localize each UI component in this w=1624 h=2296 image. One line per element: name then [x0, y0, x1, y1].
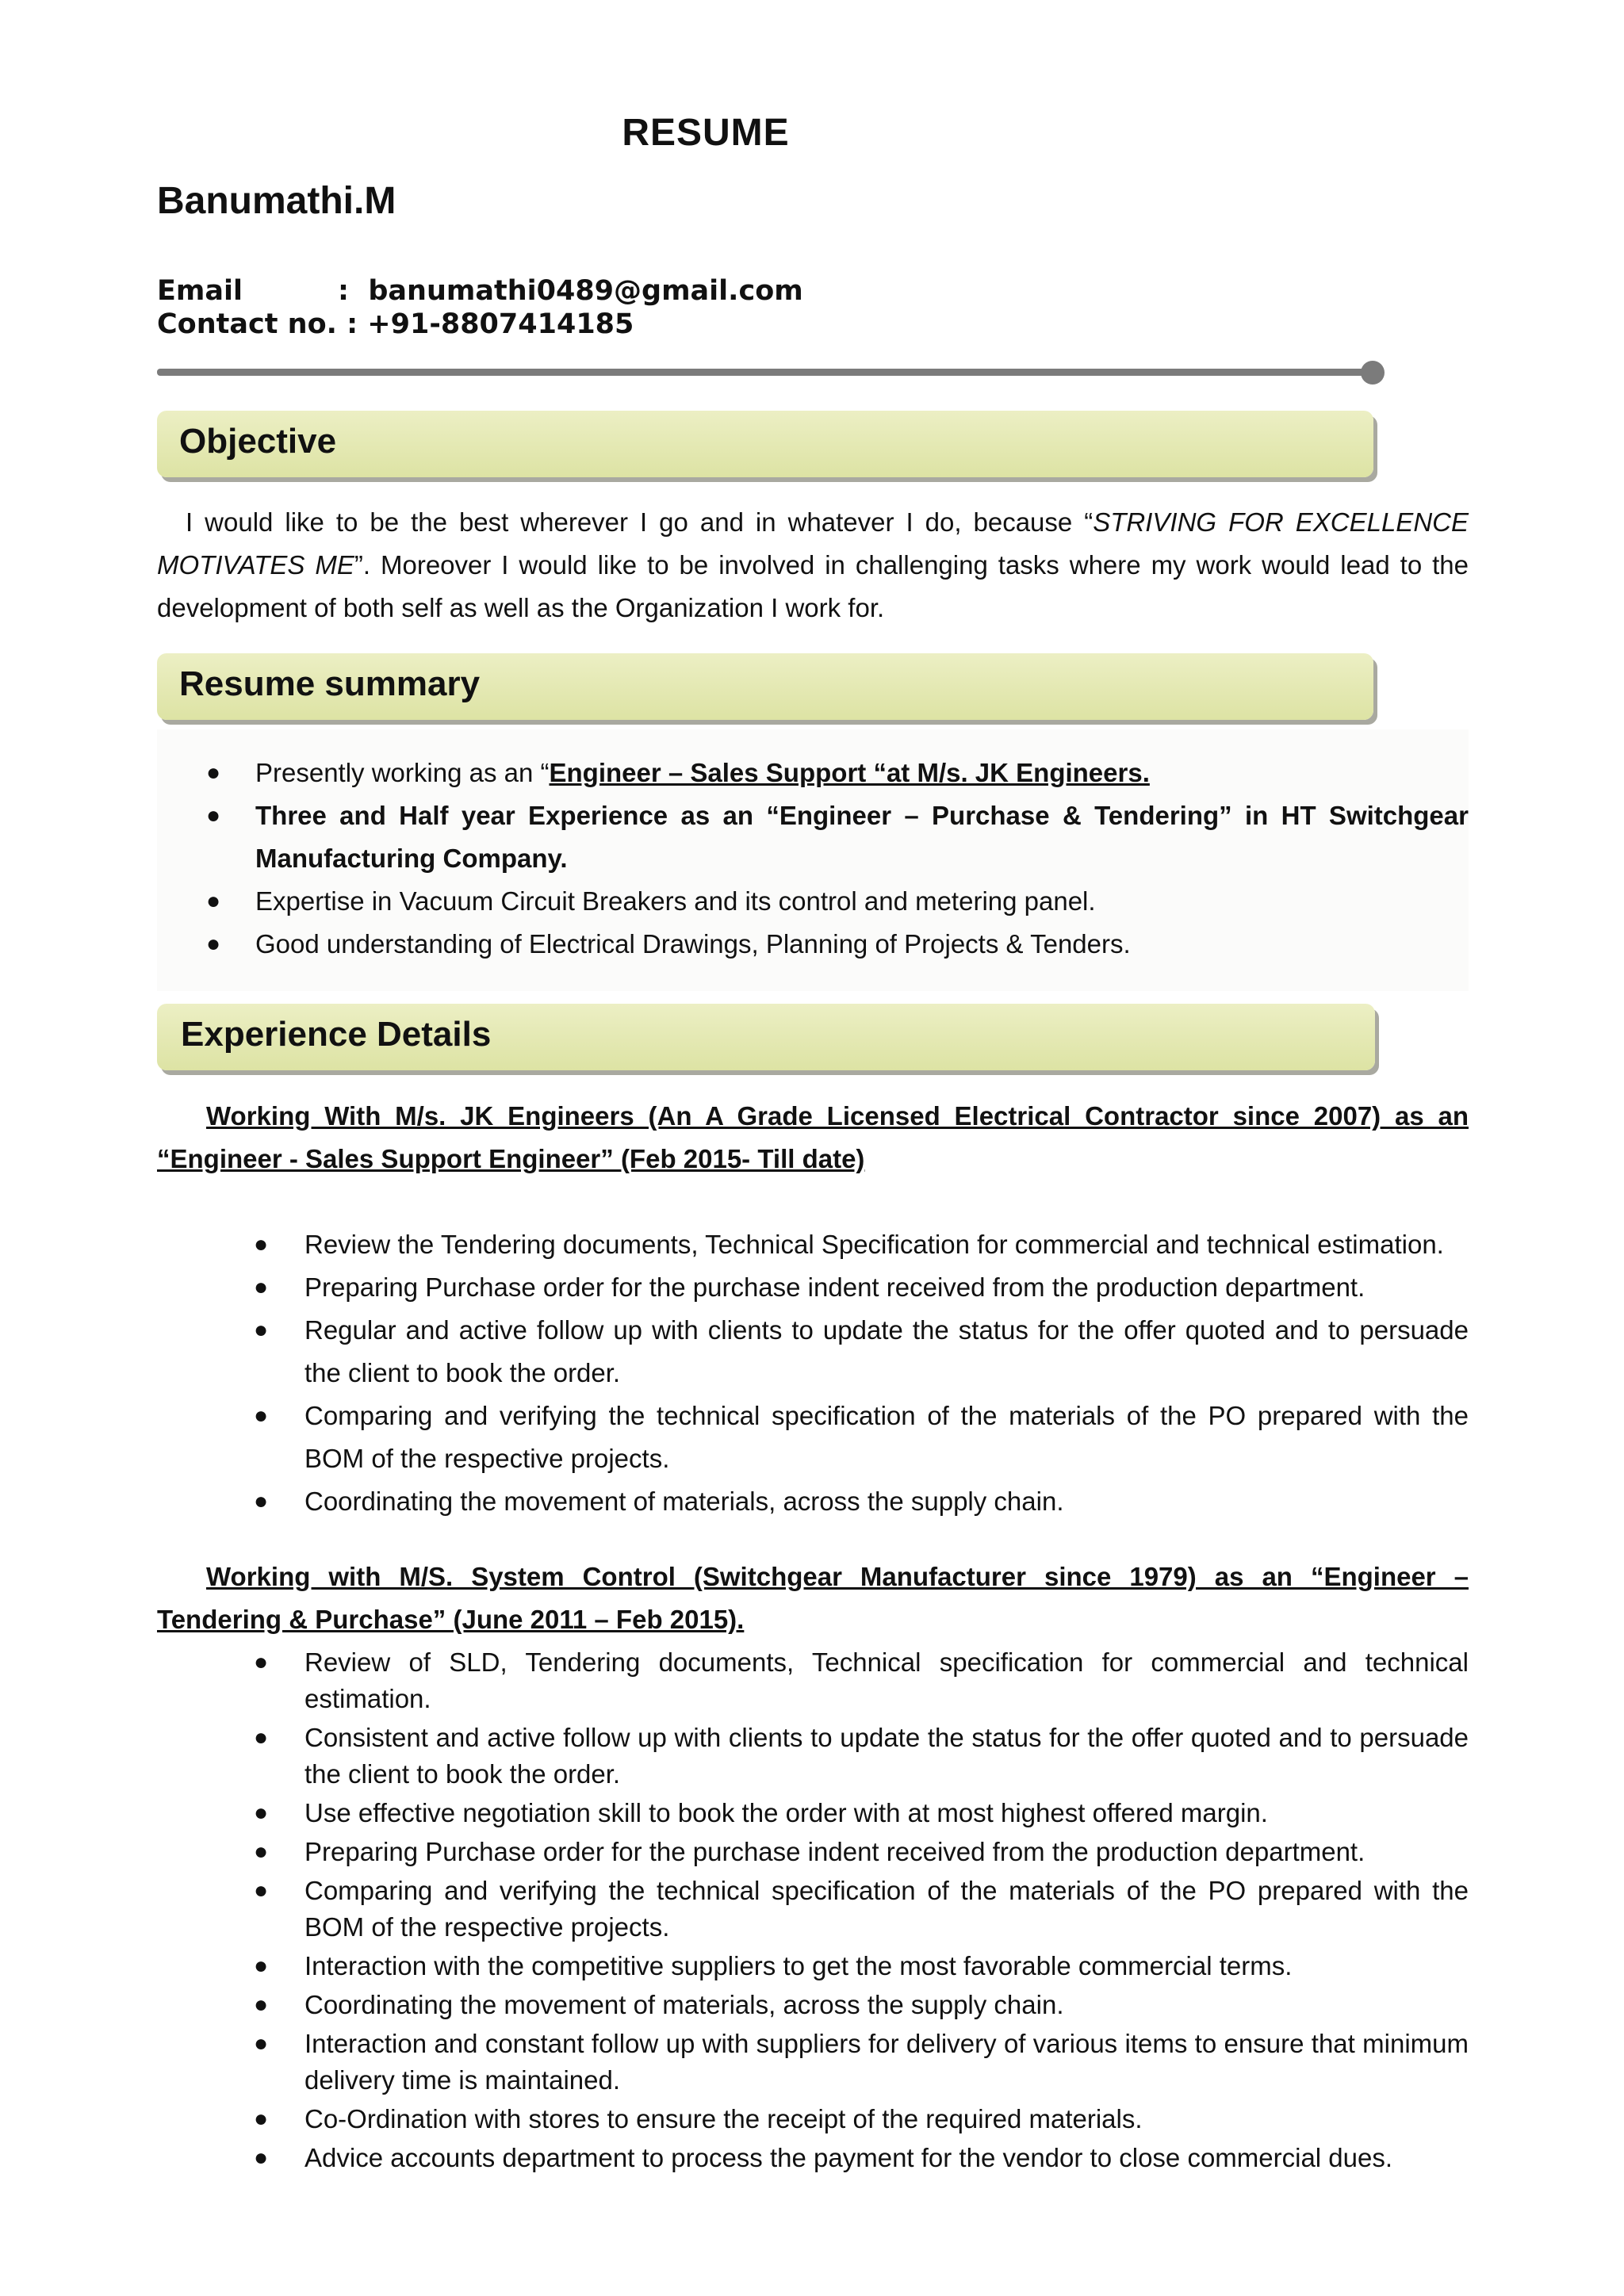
job2-duty-text: Coordinating the movement of materials, across the supply chain.	[304, 1990, 1064, 2019]
bullet-icon: ●	[254, 1402, 269, 1429]
job1-duty-text: Coordinating the movement of materials, across the supply chain.	[304, 1487, 1064, 1516]
job1-duty	[157, 1395, 1469, 1480]
summary-item-emphasis: Engineer – Sales Support “at M/s. JK Engineers.	[549, 758, 1150, 787]
summary-item-text: Good understanding of Electrical Drawings, Planning of Projects & Tenders.	[255, 929, 1131, 959]
objective-text-start: I would like to be the best wherever I go and in whatever I do, because “	[186, 507, 1094, 537]
bullet-icon: ●	[254, 1877, 269, 1904]
summary-item-text: Presently working as an “	[255, 758, 550, 787]
contact-label: Contact no.	[157, 308, 337, 340]
bullet-icon: ●	[254, 2030, 269, 2057]
bullet-icon: ●	[254, 1839, 269, 1865]
job1-duty	[157, 1480, 1469, 1523]
bullet-icon: ●	[254, 1800, 269, 1826]
summary-item	[157, 752, 1469, 794]
job1-duty-text: Preparing Purchase order for the purchase indent received from the production department.	[304, 1272, 1365, 1302]
bullet-icon: ●	[206, 888, 221, 914]
job2-duty-text: Co-Ordination with stores to ensure the receipt of the required materials.	[304, 2104, 1143, 2133]
bullet-icon: ●	[254, 1649, 269, 1675]
objective-text	[157, 501, 1469, 629]
document-title: RESUME	[622, 112, 790, 154]
bullet-icon: ●	[206, 802, 221, 828]
job2-duty-text: Advice accounts department to process the payment for the vendor to close commercial dues.	[304, 2143, 1393, 2172]
contact-separator: :	[347, 308, 358, 340]
bullet-icon: ●	[254, 1953, 269, 1979]
email-label: Email	[157, 275, 243, 307]
job2-duty	[157, 1720, 1469, 1793]
bullet-icon: ●	[254, 1317, 269, 1343]
summary-item	[157, 880, 1469, 923]
experience-section-band	[157, 1004, 1375, 1070]
email-value: banumathi0489@gmail.com	[368, 275, 803, 307]
bullet-icon: ●	[254, 1274, 269, 1300]
job1-duty-text: Review the Tendering documents, Technical Specification for commercial and technical estimation.	[304, 1230, 1444, 1259]
candidate-name: Banumathi.M	[157, 180, 396, 222]
summary-heading: Resume summary	[179, 664, 481, 703]
job2-duty	[157, 1987, 1469, 2023]
contact-block	[157, 274, 803, 341]
bullet-icon: ●	[254, 2106, 269, 2132]
job2-duty	[157, 1644, 1469, 1717]
job2-duty-text: Comparing and verifying the technical specification of the materials of the PO prepared with the BOM of the respective projects.	[304, 1876, 1469, 1942]
job2-duty-text: Review of SLD, Tendering documents, Technical specification for commercial and technical estimation.	[304, 1647, 1469, 1713]
summary-section-band	[157, 653, 1373, 720]
job2-duty	[157, 1873, 1469, 1946]
objective-text-end: ”. Moreover I would like to be involved in challenging tasks where my work would lead to the development of both self as well as the Organization I work for.	[157, 550, 1469, 622]
job1-duty	[157, 1266, 1469, 1309]
job2-duty-text: Consistent and active follow up with clients to update the status for the offer quoted and to persuade the client to book the order.	[304, 1723, 1469, 1789]
job2-duty-text: Preparing Purchase order for the purchase indent received from the production department.	[304, 1837, 1365, 1866]
job2-duty	[157, 2026, 1469, 2099]
email-row	[157, 274, 803, 308]
job2-duty-text: Interaction and constant follow up with suppliers for delivery of various items to ensure that minimum delivery time is maintained.	[304, 2029, 1469, 2095]
summary-item-text: Three and Half year Experience as an “Engineer – Purchase & Tendering” in HT Switchgear Manufacturing Company.	[255, 801, 1469, 873]
bullet-icon: ●	[206, 760, 221, 786]
job2-duty	[157, 2140, 1469, 2176]
job1-duties-list	[157, 1223, 1469, 1523]
bullet-icon: ●	[254, 2145, 269, 2171]
job1-duty-text: Comparing and verifying the technical specification of the materials of the PO prepared with the BOM of the respective projects.	[304, 1401, 1469, 1473]
bullet-icon: ●	[254, 1488, 269, 1514]
experience-heading: Experience Details	[181, 1015, 492, 1054]
job2-duty	[157, 2101, 1469, 2137]
job2-duty-text: Use effective negotiation skill to book the order with at most highest offered margin.	[304, 1798, 1268, 1827]
job1-duty-text: Regular and active follow up with clients to update the status for the offer quoted and to persuade the client to book the order.	[304, 1315, 1469, 1387]
divider-end-dot	[1361, 361, 1385, 385]
email-separator: :	[338, 275, 349, 307]
summary-item	[157, 923, 1469, 966]
objective-heading: Objective	[179, 422, 337, 461]
job1-title: Working With M/s. JK Engineers (An A Grade Licensed Electrical Contractor since 2007) as an “Engineer - Sales Support Engineer” (Feb 2015- Till date)	[157, 1101, 1469, 1173]
job2-duties-list	[157, 1644, 1469, 2179]
job2-duty-text: Interaction with the competitive suppliers to get the most favorable commercial terms.	[304, 1951, 1293, 1980]
contact-value: +91-8807414185	[367, 308, 634, 340]
objective-section-band	[157, 411, 1373, 477]
summary-list	[157, 752, 1469, 966]
bullet-icon: ●	[206, 931, 221, 957]
summary-item-text: Expertise in Vacuum Circuit Breakers and its control and metering panel.	[255, 886, 1096, 916]
bullet-icon: ●	[254, 1231, 269, 1257]
job2-title: Working with M/S. System Control (Switchgear Manufacturer since 1979) as an “Engineer – Tendering & Purchase” (June 2011 – Feb 2015).	[157, 1562, 1469, 1634]
job2-duty	[157, 1795, 1469, 1831]
header-divider	[157, 369, 1370, 376]
contact-row	[157, 308, 803, 341]
summary-item	[157, 794, 1469, 880]
job1-duty	[157, 1309, 1469, 1395]
job1-duty	[157, 1223, 1469, 1266]
job2-duty	[157, 1834, 1469, 1870]
bullet-icon: ●	[254, 1992, 269, 2018]
objective-quote: STRIVING FOR EXCELLENCE MOTIVATES ME	[157, 507, 1469, 580]
job2-duty	[157, 1948, 1469, 1984]
bullet-icon: ●	[254, 1724, 269, 1751]
